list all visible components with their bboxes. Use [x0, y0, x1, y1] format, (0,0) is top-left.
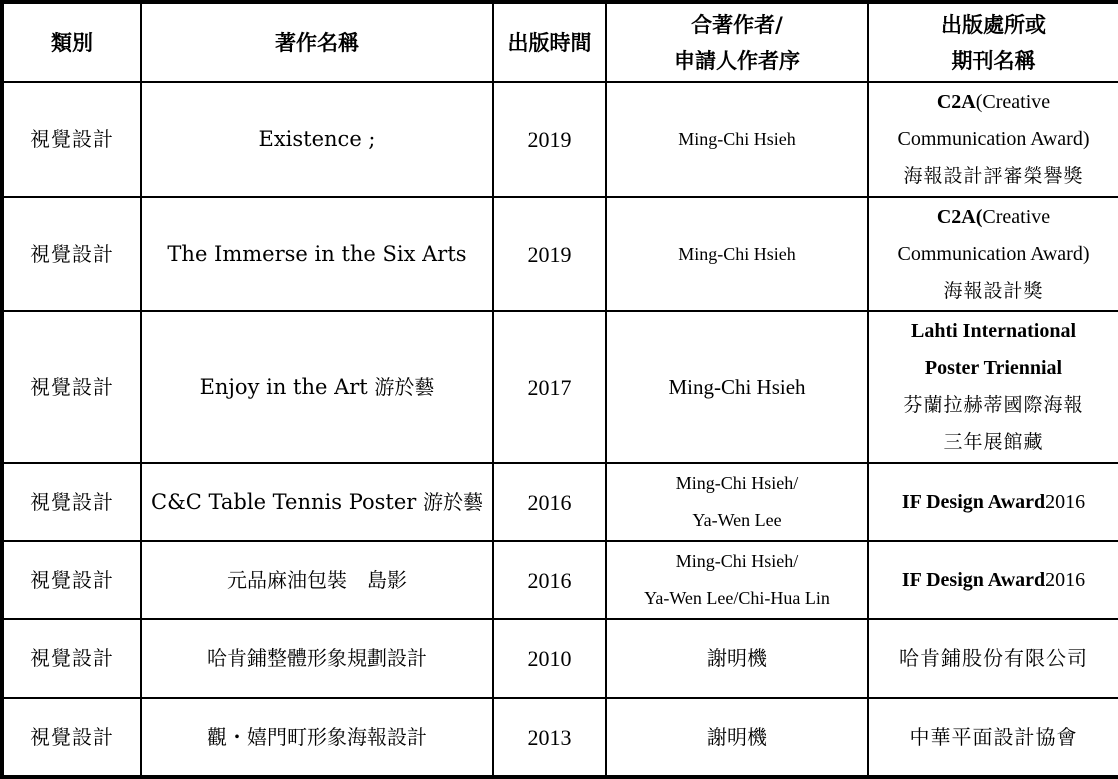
venue-cell: 中華平面設計協會 [868, 698, 1118, 777]
author-line1: Ming-Chi Hsieh/ [675, 473, 799, 493]
venue-award-name: IF Design Award [901, 490, 1046, 513]
venue-line3: 海報設計評審榮譽獎 [903, 165, 1084, 187]
venue-line2: Poster Triennial [924, 357, 1063, 379]
venue-line1 [873, 199, 1114, 236]
header-authors-line2: 申請人作者序 [674, 48, 800, 73]
title-cell [141, 463, 493, 541]
venue-line2: Communication Award) [897, 242, 1090, 265]
table-row [2, 197, 1118, 311]
authors-cell: 謝明機 [606, 619, 868, 698]
title-cjk: 游於藝 [422, 489, 483, 514]
category-cell: 視覺設計 [2, 463, 141, 541]
title-cell [141, 541, 493, 619]
authors-cell: 謝明機 [606, 698, 868, 777]
year-cell: 2013 [493, 698, 606, 777]
venue-cell [868, 541, 1118, 619]
category-cell: 視覺設計 [2, 197, 141, 311]
venue-line1 [873, 84, 1114, 121]
header-category: 類別 [2, 2, 141, 82]
title-cjk: 游於藝 [374, 374, 435, 399]
category-cell: 視覺設計 [2, 698, 141, 777]
year-cell: 2016 [493, 463, 606, 541]
title-latin: C&C Table Tennis Poster [151, 489, 423, 514]
header-row [2, 2, 1118, 82]
table-row [2, 698, 1118, 777]
year-cell: 2019 [493, 82, 606, 197]
year-cell: 2019 [493, 197, 606, 311]
table-row [2, 82, 1118, 197]
category-cell: 視覺設計 [2, 311, 141, 463]
table-row [2, 311, 1118, 463]
header-venue [868, 2, 1118, 82]
authors-cell: Ming-Chi Hsieh [606, 311, 868, 463]
venue-cell: 哈肯鋪股份有限公司 [868, 619, 1118, 698]
author-line2: Ya-Wen Lee/Chi-Hua Lin [644, 588, 830, 608]
header-authors [606, 2, 868, 82]
author-line2: Ya-Wen Lee [692, 510, 782, 530]
year-cell: 2016 [493, 541, 606, 619]
venue-line4: 三年展館藏 [943, 431, 1044, 453]
header-venue-line1: 出版處所或 [941, 12, 1046, 37]
author-line1: Ming-Chi Hsieh/ [675, 551, 799, 571]
table-row [2, 463, 1118, 541]
venue-line3: 海報設計獎 [943, 279, 1044, 302]
authors-cell: Ming-Chi Hsieh [606, 82, 868, 197]
venue-line1: Lahti International [910, 320, 1077, 342]
title-latin: Enjoy in the Art [199, 374, 375, 399]
title-cell [141, 619, 493, 698]
venue-cell [868, 463, 1118, 541]
venue-line2: Communication Award) [897, 128, 1090, 150]
venue-cell [868, 82, 1118, 197]
title-cjk: 觀・嬉門町形象海報設計 [207, 724, 427, 749]
table-row [2, 541, 1118, 619]
authors-cell: Ming-Chi Hsieh [606, 197, 868, 311]
header-authors-line1: 合著作者/ [691, 12, 783, 37]
title-cjk: 元品麻油包裝 島影 [227, 567, 407, 592]
venue-award-name: C2A [936, 91, 976, 113]
venue-year: 2016 [1045, 490, 1086, 513]
title-cjk: 哈肯鋪整體形象規劃設計 [207, 646, 427, 670]
header-venue-line2: 期刊名稱 [951, 48, 1036, 73]
venue-cell [868, 311, 1118, 463]
venue-line1-rest: (Creative [975, 91, 1051, 113]
title-cell: The Immerse in the Six Arts [141, 197, 493, 311]
category-cell: 視覺設計 [2, 82, 141, 197]
venue-line3: 芬蘭拉赫蒂國際海報 [903, 394, 1084, 416]
authors-cell [606, 541, 868, 619]
title-cell [141, 698, 493, 777]
category-cell: 視覺設計 [2, 541, 141, 619]
title-cell: Existence ; [141, 82, 493, 197]
venue-cell [868, 197, 1118, 311]
header-title: 著作名稱 [141, 2, 493, 82]
year-cell: 2010 [493, 619, 606, 698]
venue-year: 2016 [1045, 568, 1086, 591]
venue-award-name: C2A( [936, 205, 983, 228]
authors-cell [606, 463, 868, 541]
venue-award-name: IF Design Award [901, 568, 1046, 591]
category-cell: 視覺設計 [2, 619, 141, 698]
venue-line1-rest: Creative [982, 205, 1051, 228]
title-cell [141, 311, 493, 463]
header-year: 出版時間 [493, 2, 606, 82]
year-cell: 2017 [493, 311, 606, 463]
table-row [2, 619, 1118, 698]
